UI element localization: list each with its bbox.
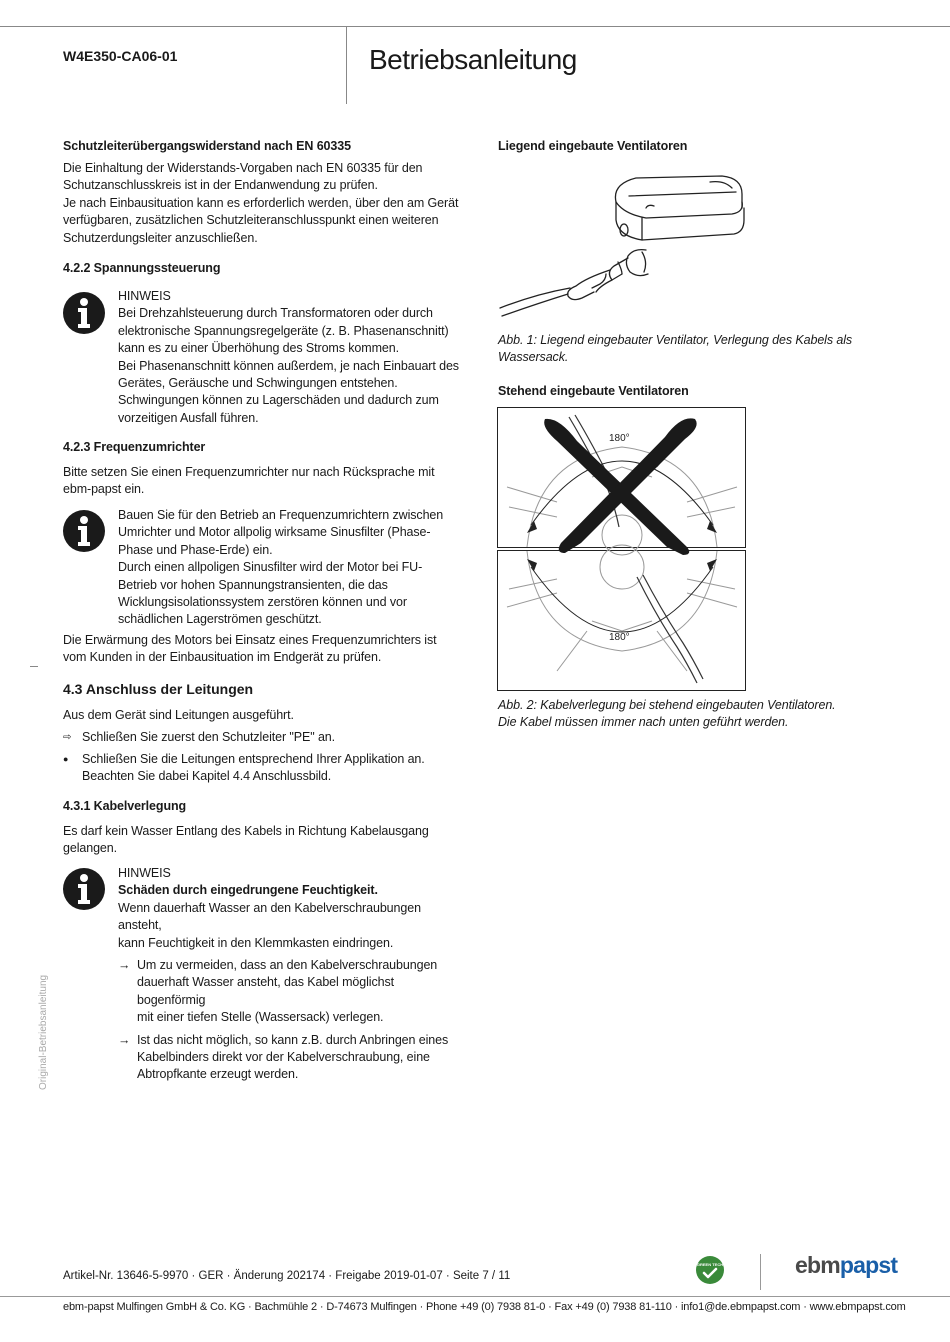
header-top-rule xyxy=(0,26,950,27)
figure1-caption xyxy=(498,332,852,367)
section-heading-frequency-converter: 4.2.3 Frequenzumrichter xyxy=(63,440,206,454)
bullet-icon: ● xyxy=(63,754,69,764)
text-line: gelangen. xyxy=(63,841,118,856)
text-line: dauerhaft Wasser ansteht, das Kabel möglichst bogenförmig xyxy=(137,975,394,1007)
horizontal-fan-figure xyxy=(496,162,748,324)
text-line: Gerätes, Geräusche und Schwingungen entstehen. xyxy=(118,376,398,391)
note-subtitle: Schäden durch eingedrungene Feuchtigkeit. xyxy=(118,883,378,898)
text-line: Wicklungsisolationssystem zerstören können und vor xyxy=(118,595,407,610)
text-line: Die Kabel müssen immer nach unten geführt werden. xyxy=(498,715,789,730)
step-arrow-icon: ⇨ xyxy=(63,732,72,743)
section-heading-cable-routing: 4.3.1 Kabelverlegung xyxy=(63,799,187,813)
text-line: Wenn dauerhaft Wasser an den Kabelverschraubungen ansteht, xyxy=(118,900,421,933)
page-title: Betriebsanleitung xyxy=(369,44,577,75)
text-line: ebm-papst ein. xyxy=(63,482,145,497)
text-line: Schwingungen können zu Lagerschäden und dadurch zum xyxy=(118,393,439,408)
text-line: elektronische Spannungsregelgeräte (z. B. Phasenanschnitt) xyxy=(118,323,449,338)
text-line: vom Kunden in der Einbausituation im Endgerät zu prüfen. xyxy=(63,650,382,665)
company-logo xyxy=(795,1252,897,1279)
text-line: Abb. 1: Liegend eingebauter Ventilator, Verlegung des Kabels als xyxy=(498,333,853,347)
text-line: Bitte setzen Sie einen Frequenzumrichter nur nach Rücksprache mit xyxy=(63,465,435,479)
note-voltage-control xyxy=(118,288,459,427)
text-line: Wassersack. xyxy=(498,350,569,365)
header-divider xyxy=(346,26,347,104)
text-line: Bauen Sie für den Betrieb an Frequenzumrichtern zwischen xyxy=(118,508,444,522)
protective-conductor-text xyxy=(63,160,458,247)
text-line: Schließen Sie die Leitungen entsprechend Ihrer Applikation an. xyxy=(82,752,425,766)
text-line: Bei Phasenanschnitt können außerdem, je nach Einbauart des xyxy=(118,358,459,373)
side-label: Original-Betriebsanleitung xyxy=(38,974,49,1090)
connection-intro: Aus dem Gerät sind Leitungen ausgeführt. xyxy=(63,708,294,722)
margin-mark xyxy=(30,666,38,667)
logo-papst: papst xyxy=(839,1252,898,1278)
text-line: Je nach Einbausituation kann es erforderlich werden, über den am Gerät xyxy=(63,195,459,210)
logo-ebm: ebm xyxy=(795,1252,840,1278)
connection-step xyxy=(63,729,463,746)
angle-label-top: 180° xyxy=(609,433,630,444)
figure2-caption xyxy=(498,697,836,732)
section-heading-connection: 4.3 Anschluss der Leitungen xyxy=(63,681,254,697)
section-heading-vertical-fans: Stehend eingebaute Ventilatoren xyxy=(498,384,689,398)
company-address: ebm-papst Mulfingen GmbH & Co. KG · Bachmühle 2 · D-74673 Mulfingen · Phone +49 (0) 7938 81-0 · Fax +49 (0) 7938 81-110 · info1@de.ebmpapst.com · www.ebmpapst.com xyxy=(63,1301,906,1313)
info-icon xyxy=(63,868,105,910)
text-line: Bei Drehzahlsteuerung durch Transformatoren oder durch xyxy=(118,306,433,321)
text-line: kann Feuchtigkeit in den Klemmkasten eindringen. xyxy=(118,935,394,950)
section-heading-voltage-control: 4.2.2 Spannungssteuerung xyxy=(63,261,221,275)
text-line: Kabelbinders direkt vor der Kabelverschraubung, eine xyxy=(137,1050,430,1065)
step-text: Schließen Sie zuerst den Schutzleiter "PE" an. xyxy=(82,730,336,744)
text-line: Die Einhaltung der Widerstands-Vorgaben nach EN 60335 für den xyxy=(63,161,423,175)
info-icon xyxy=(63,292,105,334)
greentech-badge xyxy=(696,1256,724,1284)
footer-rule xyxy=(0,1296,950,1297)
text-line: Schutzerdungsleiter anzuschließen. xyxy=(63,230,258,245)
section-heading-protective-conductor: Schutzleiterübergangswiderstand nach EN 60335 xyxy=(63,139,351,153)
text-line: Umrichter und Motor allpolig wirksame Sinusfilter (Phase- xyxy=(118,525,431,540)
angle-label-bottom: 180° xyxy=(609,632,630,643)
note-sine-filter xyxy=(118,507,443,629)
text-line: Durch einen allpoligen Sinusfilter wird der Motor bei FU- xyxy=(118,560,423,575)
note-moisture xyxy=(118,865,463,1084)
text-line: Abtropfkante erzeugt werden. xyxy=(137,1067,299,1082)
section-heading-horizontal-fans: Liegend eingebaute Ventilatoren xyxy=(498,139,688,153)
text-line: vorzeitigen Ausfall führen. xyxy=(118,410,259,425)
text-line: kann es zu einer Überhöhung des Stroms kommen. xyxy=(118,341,399,356)
connection-bullet xyxy=(63,751,463,786)
text-line: verfügbaren, zusätzlichen Schutzleiteranschlusspunkt einen weiteren xyxy=(63,213,439,228)
text-line: Beachten Sie dabei Kapitel 4.4 Anschlussbild. xyxy=(82,769,332,784)
text-line: schädlichen Lagerströmen geschützt. xyxy=(118,612,322,627)
text-line: Es darf kein Wasser Entlang des Kabels in Richtung Kabelausgang xyxy=(63,824,429,838)
text-line: Schutzanschlusskreis ist in der Endanwendung zu prüfen. xyxy=(63,178,378,193)
text-line: Phase und Phase-Erde) ein. xyxy=(118,542,273,557)
cable-routing-text xyxy=(63,823,429,858)
article-info: Artikel-Nr. 13646-5-9970 · GER · Änderung 202174 · Freigabe 2019-01-07 · Seite 7 / 11 xyxy=(63,1270,511,1282)
motor-heating-text xyxy=(63,632,437,667)
arrow-right-icon: → xyxy=(118,958,131,973)
frequency-converter-text xyxy=(63,464,434,499)
info-icon xyxy=(63,510,105,552)
checkmark-icon xyxy=(702,1267,718,1279)
text-line: Betrieb vor hohen Spannungstransienten, die das xyxy=(118,577,388,592)
product-code: W4E350-CA06-01 xyxy=(63,48,178,64)
note-title: HINWEIS xyxy=(118,866,171,880)
note-title: HINWEIS xyxy=(118,289,171,303)
text-line: mit einer tiefen Stelle (Wassersack) verlegen. xyxy=(137,1010,384,1025)
text-line: Abb. 2: Kabelverlegung bei stehend eingebauten Ventilatoren. xyxy=(498,698,836,712)
arrow-right-icon: → xyxy=(118,1032,131,1047)
text-line: Die Erwärmung des Motors bei Einsatz eines Frequenzumrichters ist xyxy=(63,633,437,647)
badge-text: GREEN TECH xyxy=(696,1262,724,1267)
text-line: Ist das nicht möglich, so kann z.B. durch Anbringen eines xyxy=(137,1032,449,1047)
vertical-fan-figure xyxy=(497,407,747,691)
footer-divider xyxy=(760,1254,761,1290)
text-line: Um zu vermeiden, dass an den Kabelverschraubungen xyxy=(137,958,438,973)
